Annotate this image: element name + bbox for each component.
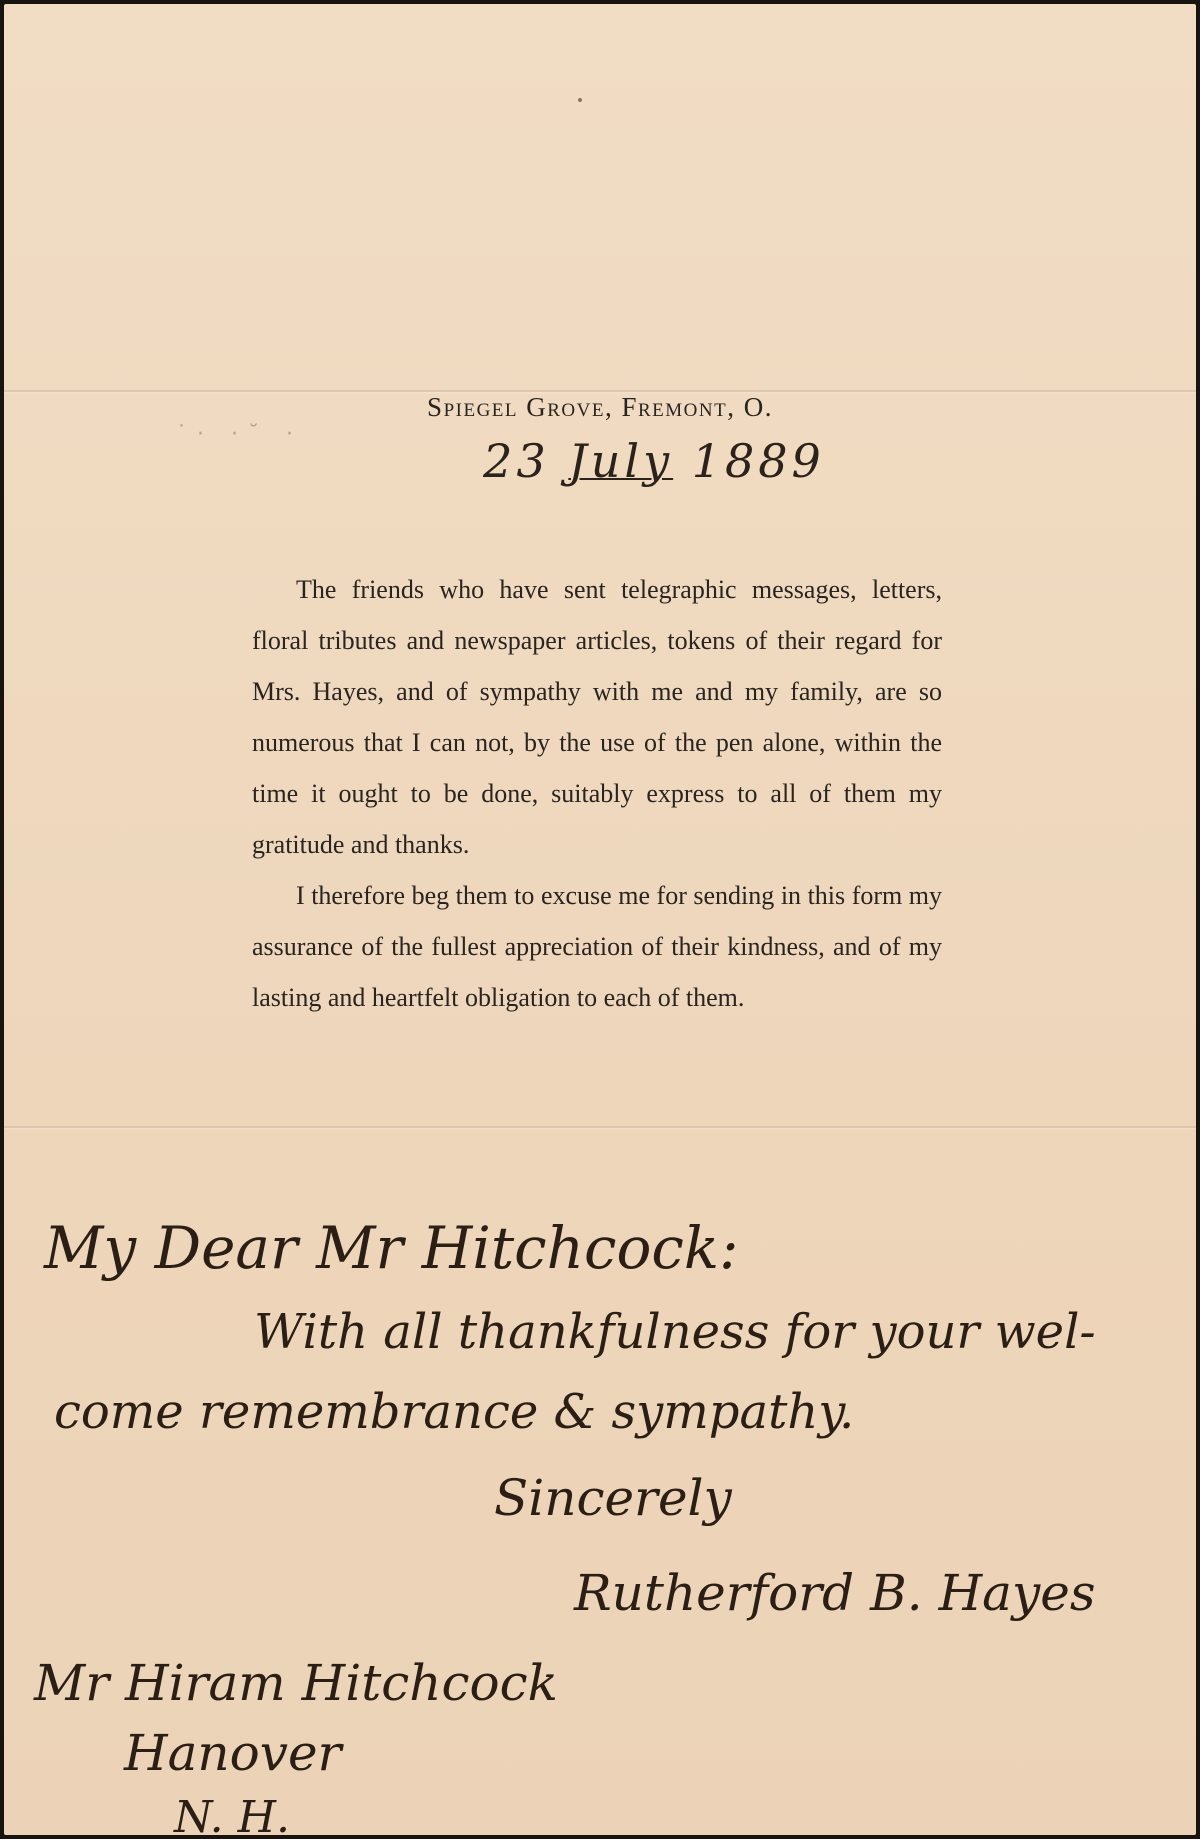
handwritten-date (444, 434, 864, 488)
date-month: July (568, 434, 674, 488)
letterhead: Spiegel Grove, Fremont, O. (427, 392, 773, 422)
date-year: 1889 (691, 434, 825, 488)
address-line-1: Mr Hiram Hitchcock (34, 1654, 558, 1712)
address-line-2: Hanover (124, 1724, 342, 1782)
handwritten-line-1: With all thankfulness for your wel- (254, 1304, 1096, 1360)
handwritten-line-2: come remembrance & sympathy. (54, 1384, 855, 1440)
ink-spot (578, 98, 582, 102)
printed-body (252, 564, 942, 1023)
letter-page (4, 4, 1196, 1835)
body-paragraph-1: The friends who have sent telegraphic messages, letters, floral tributes and newspaper articles, tokens of their regard for Mrs. Hayes, and of sympathy with me and my family, are so numerous that I can not, by the use of the pen alone, within the time it ought to be done, suitably express to all of them my gratitude and thanks. (252, 575, 942, 859)
handwritten-salutation: My Dear Mr Hitchcock: (44, 1214, 739, 1282)
handwritten-closing: Sincerely (494, 1469, 732, 1527)
body-paragraph-2: I therefore beg them to excuse me for sending in this form my assurance of the fullest appreciation of their kindness, and of my lasting and heartfelt obligation to each of them. (252, 881, 942, 1012)
fold-line-lower (4, 1126, 1196, 1128)
ink-smudge: ˙· ·˘ · (176, 422, 303, 447)
signature: Rutherford B. Hayes (574, 1564, 1096, 1622)
address-line-3: N. H. (174, 1792, 291, 1835)
date-day: 23 (483, 434, 550, 488)
